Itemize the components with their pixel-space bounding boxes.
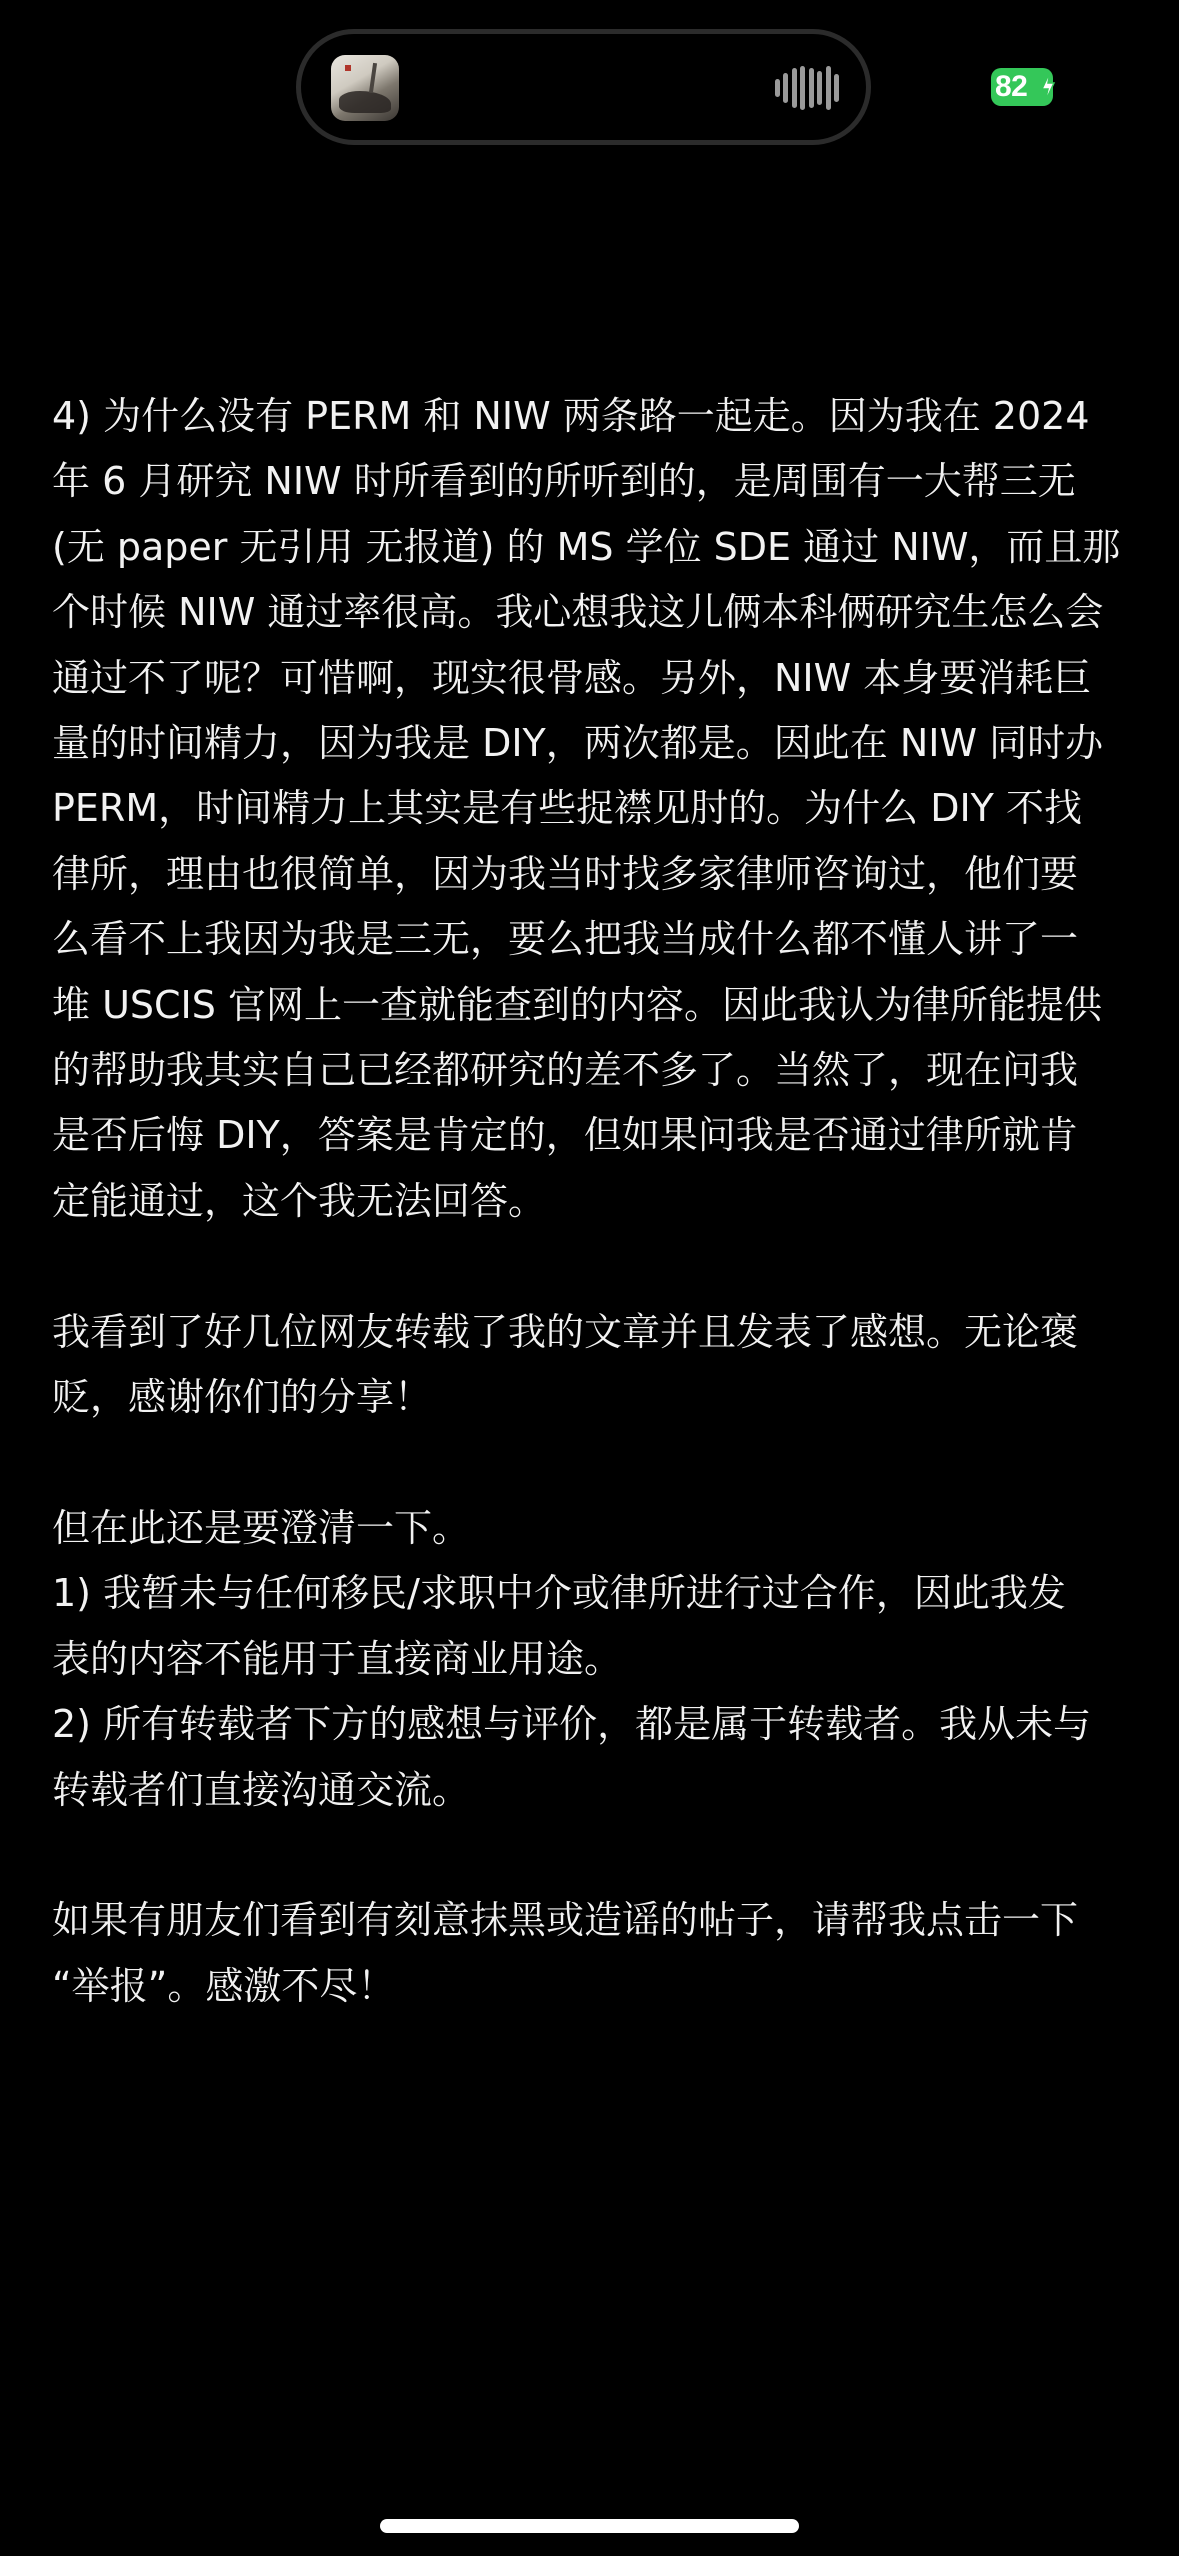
audio-waveform-icon [775, 66, 839, 110]
dynamic-island[interactable] [296, 29, 871, 145]
paragraph-spacer [52, 1430, 1132, 1495]
now-playing-album-art[interactable] [331, 55, 399, 121]
album-art-seal [345, 65, 351, 71]
battery-level-text: 82 [995, 70, 1028, 103]
album-art-ink-shape [339, 91, 391, 113]
article-paragraph-clarification: 但在此还是要澄清一下。 1) 我暂未与任何移民/求职中介或律所进行过合作，因此我发 表的内容不能用于直接商业用途。 2) 所有转载者下方的感想与评价，都是属于转载者。我从未与 转载者们直接沟通交流。 [52, 1505, 1092, 1812]
article-paragraph-thanks: 我看到了好几位网友转载了我的文章并且发表了感想。无论褒 贬，感谢你们的分享！ [52, 1309, 1079, 1420]
home-indicator[interactable] [380, 2519, 799, 2533]
charging-bolt-icon [1040, 72, 1056, 102]
article-paragraph-permit-niw: 4) 为什么没有 PERM 和 NIW 两条路一起走。因为我在 2024 年 6 月研究 NIW 时所看到的所听到的，是周围有一大帮三无 (无 paper 无引用 无报道) 的 MS 学位 SDE 通过 NIW，而且那 个时候 NIW 通过率很高。我心想我这儿俩本科俩研究生怎么会 通过不了呢？可惜啊，现实很骨感。另外，NIW 本身要消耗巨 量的时间精力，因为我是 DIY，两次都是。因此在 NIW 同时办 PERM，时间精力上其实是有些捉襟见肘的。为什么 DIY 不找 律所，理由也很简单，因为我当时找多家律师咨询过，他们要 么看不上我因为我是三无，要么把我当成什么都不懂人讲了一 堆 USCIS 官网上一查就能查到的内容。因此我认为律所能提供 的帮助我其实自己已经都研究的差不多了。当然了，现在问我 是否后悔 DIY，答案是肯定的，但如果问我是否通过律所就肯 定能通过，这个我无法回答。 [52, 394, 1121, 1223]
album-art-brush-stroke [369, 63, 377, 93]
paragraph-spacer [52, 1234, 1132, 1299]
paragraph-spacer [52, 1823, 1132, 1888]
article-paragraph-report-request: 如果有朋友们看到有刻意抹黑或造谣的帖子，请帮我点击一下 “举报”。感激不尽！ [52, 1898, 1079, 2008]
article-body [52, 384, 1132, 2019]
